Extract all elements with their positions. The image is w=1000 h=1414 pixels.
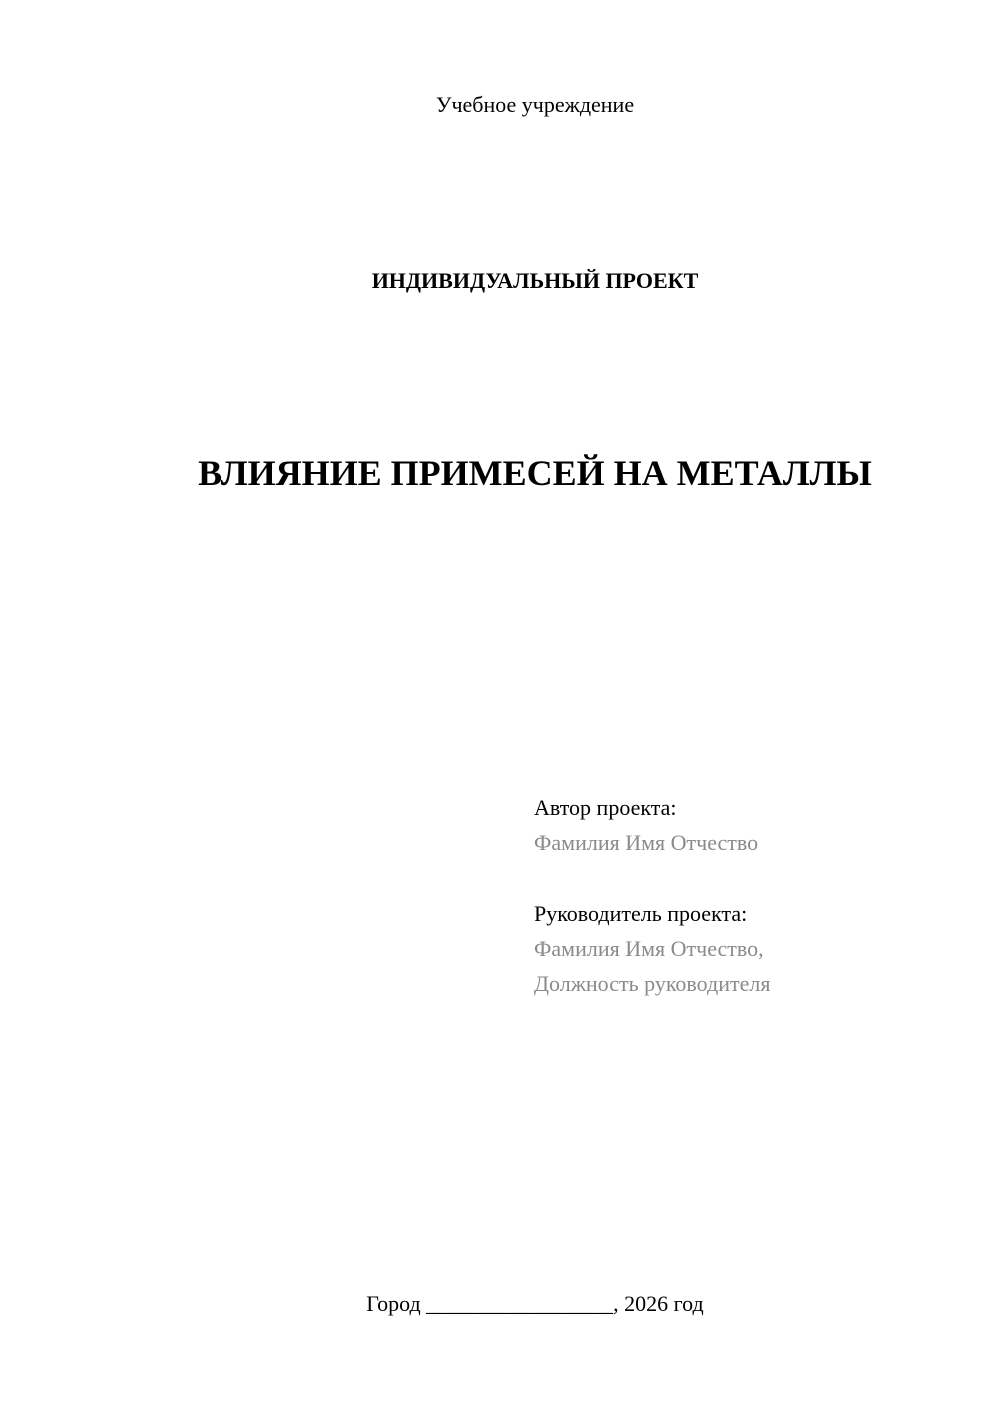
supervisor-name: Фамилия Имя Отчество, xyxy=(534,936,764,961)
city-blank-line: _________________ xyxy=(426,1291,614,1316)
supervisor-position: Должность руководителя xyxy=(534,971,771,996)
author-name: Фамилия Имя Отчество xyxy=(534,830,759,855)
supervisor-label: Руководитель проекта: xyxy=(534,901,748,926)
spacer xyxy=(534,860,770,896)
project-type-heading: ИНДИВИДУАЛЬНЫЙ ПРОЕКТ xyxy=(371,268,699,293)
project-title: ВЛИЯНИЕ ПРИМЕСЕЙ НА МЕТАЛЛЫ xyxy=(198,453,872,493)
info-block xyxy=(534,790,770,1001)
city-label: Город xyxy=(366,1291,421,1316)
year-text: , 2026 год xyxy=(613,1291,704,1316)
institution-name: Учебное учреждение xyxy=(435,92,635,117)
footer-city-year xyxy=(0,1291,1000,1317)
author-label: Автор проекта: xyxy=(534,795,677,820)
